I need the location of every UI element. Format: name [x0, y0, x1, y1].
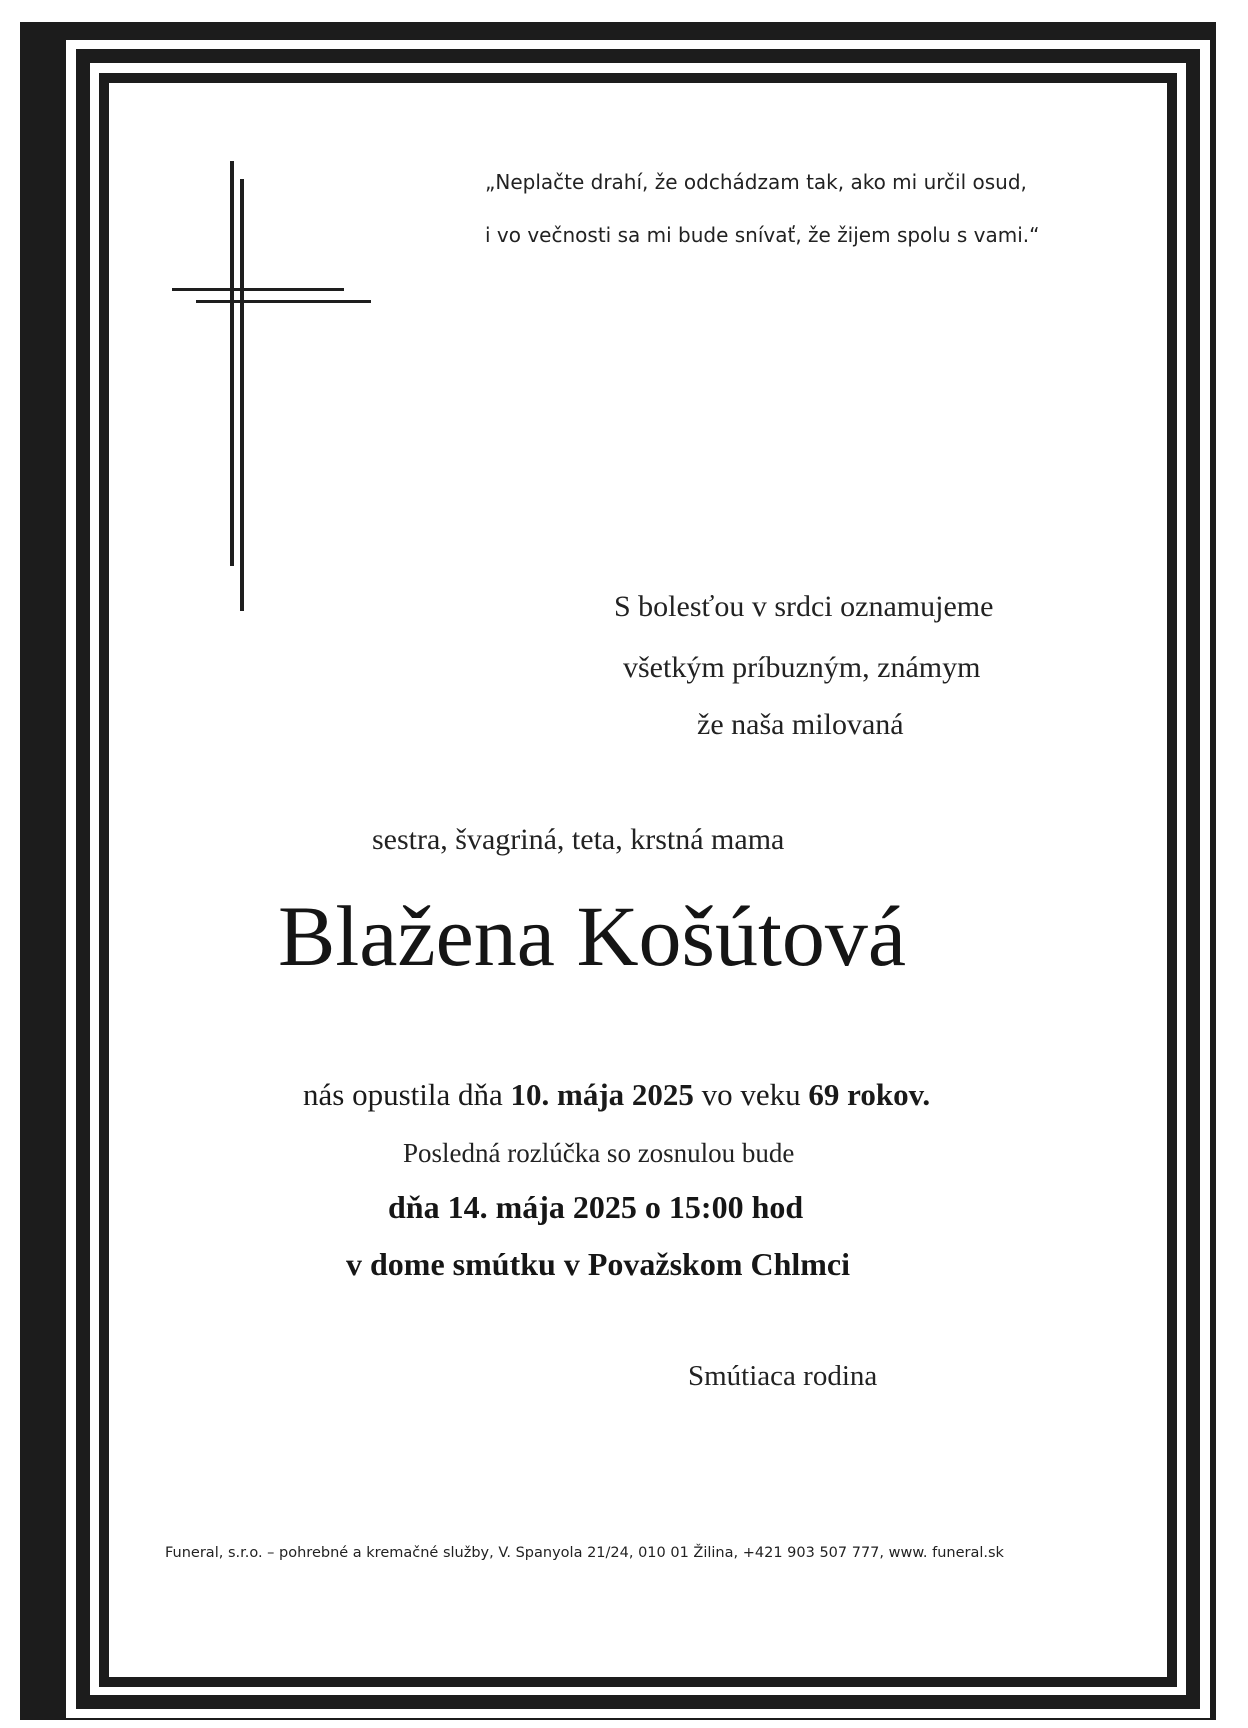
death-notice-middle: vo veku	[701, 1077, 801, 1112]
deceased-name: Blažena Košútová	[278, 888, 907, 984]
death-notice	[303, 1077, 930, 1113]
announcement-line-1: S bolesťou v srdci oznamujeme	[614, 590, 994, 623]
farewell-datetime: dňa 14. mája 2025 o 15:00 hod	[388, 1189, 804, 1225]
quote-line-1: „Neplačte drahí, že odchádzam tak, ako mi určil osud,	[485, 170, 1027, 194]
footer-funeral-service: Funeral, s.r.o. – pohrebné a kremačné služby, V. Spanyola 21/24, 010 01 Žilina, +421 903 507 777, www. funeral.sk	[165, 1545, 1004, 1561]
death-age: 69 rokov.	[808, 1077, 931, 1112]
announcement-line-3: že naša milovaná	[697, 708, 904, 741]
announcement-line-2: všetkým príbuzným, známym	[623, 651, 981, 684]
relations-line: sestra, švagriná, teta, krstná mama	[372, 823, 785, 856]
quote-line-2: i vo večnosti sa mi bude snívať, že žijem spolu s vami.“	[485, 223, 1040, 247]
cross-icon	[160, 155, 380, 615]
signature: Smútiaca rodina	[688, 1360, 878, 1392]
farewell-place: v dome smútku v Považskom Chlmci	[346, 1246, 851, 1282]
death-notice-prefix: nás opustila dňa	[303, 1077, 503, 1112]
farewell-intro: Posledná rozlúčka so zosnulou bude	[403, 1138, 795, 1168]
death-date: 10. mája 2025	[510, 1077, 694, 1112]
